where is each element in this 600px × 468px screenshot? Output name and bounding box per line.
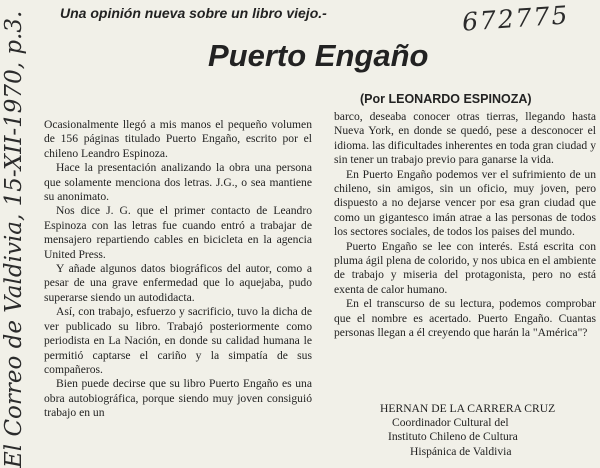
- paragraph: Nos dice J. G. que el primer contacto de Leandro Espinoza con las letras fue cuando entró a trabajar de mensajero repartiendo cables en bicicleta en la agencia United Press.: [44, 204, 312, 261]
- paragraph: Así, con trabajo, esfuerzo y sacrificio, tuvo la dicha de ver publicado su libro. Trabajó posteriormente como periodista en La Nación, en donde su calidad humana le permitió captarse el cariño y la simpatía de sus compañeros.: [44, 305, 312, 376]
- paragraph: Y añade algunos datos biográficos del autor, como a pesar de una grave enfermedad que lo aquejaba, pudo superarse siendo un autodidacta.: [44, 262, 312, 304]
- paragraph: Bien puede decirse que su libro Puerto Engaño es una obra autobiográfica, porque siendo muy joven consiguió trabajo en un: [44, 377, 312, 420]
- handwritten-margin-note: El Correo de Valdivia, 15-XII-1970, p.3.: [1, 10, 27, 468]
- article-column-2: [334, 110, 596, 341]
- handwritten-number: 672775: [461, 0, 571, 37]
- paragraph: Ocasionalmente llegó a mis manos el pequeño volumen de 156 páginas titulado Puerto Engaño, escrito por el chileno Leandro Espinoza.: [44, 118, 312, 160]
- article-byline: (Por LEONARDO ESPINOZA): [360, 92, 532, 106]
- signature-line: Coordinador Cultural del: [392, 416, 509, 430]
- paragraph: En el transcurso de su lectura, podemos comprobar que el nombre es acertado. Puerto Engaño. Cuantas personas llegan a él creyendo que harán la "América"?: [334, 297, 596, 340]
- article-column-1: [44, 118, 312, 421]
- paragraph: Puerto Engaño se lee con interés. Está escrita con pluma ágil plena de colorido, y nos ubica en el ambiente de trabajo y miseria del protagonista, pero no está exenta de calor humano.: [334, 239, 596, 296]
- signature-line: Hispánica de Valdivia: [410, 444, 512, 458]
- signature-name: HERNAN DE LA CARRERA CRUZ: [380, 402, 556, 415]
- paragraph: En Puerto Engaño podemos ver el sufrimiento de un chileno, sin amigos, sin un oficio, muy joven, pero dispuesto a no dejarse vencer por esa gran ciudad que como un gigantesco imán atrae a las personas de todos los sectores sociales, de todos los paises del mundo.: [334, 167, 596, 239]
- section-header: Una opinión nueva sobre un libro viejo.-: [60, 5, 327, 21]
- signature-block: [380, 402, 555, 459]
- paragraph: barco, deseaba conocer otras tierras, llegando hasta Nueva York, en donde se quedó, pese a desconocer el idioma. las dificultades inherentes en toda gran ciudad y sin tener un trabajo previo para ganarse la vida.: [334, 110, 596, 167]
- paragraph: Hace la presentación analizando la obra una persona que solamente menciona dos letras. J.G., o sea mantiene su anonimato.: [44, 161, 312, 204]
- article-title: Puerto Engaño: [208, 38, 429, 73]
- signature-line: Instituto Chileno de Cultura: [388, 430, 518, 444]
